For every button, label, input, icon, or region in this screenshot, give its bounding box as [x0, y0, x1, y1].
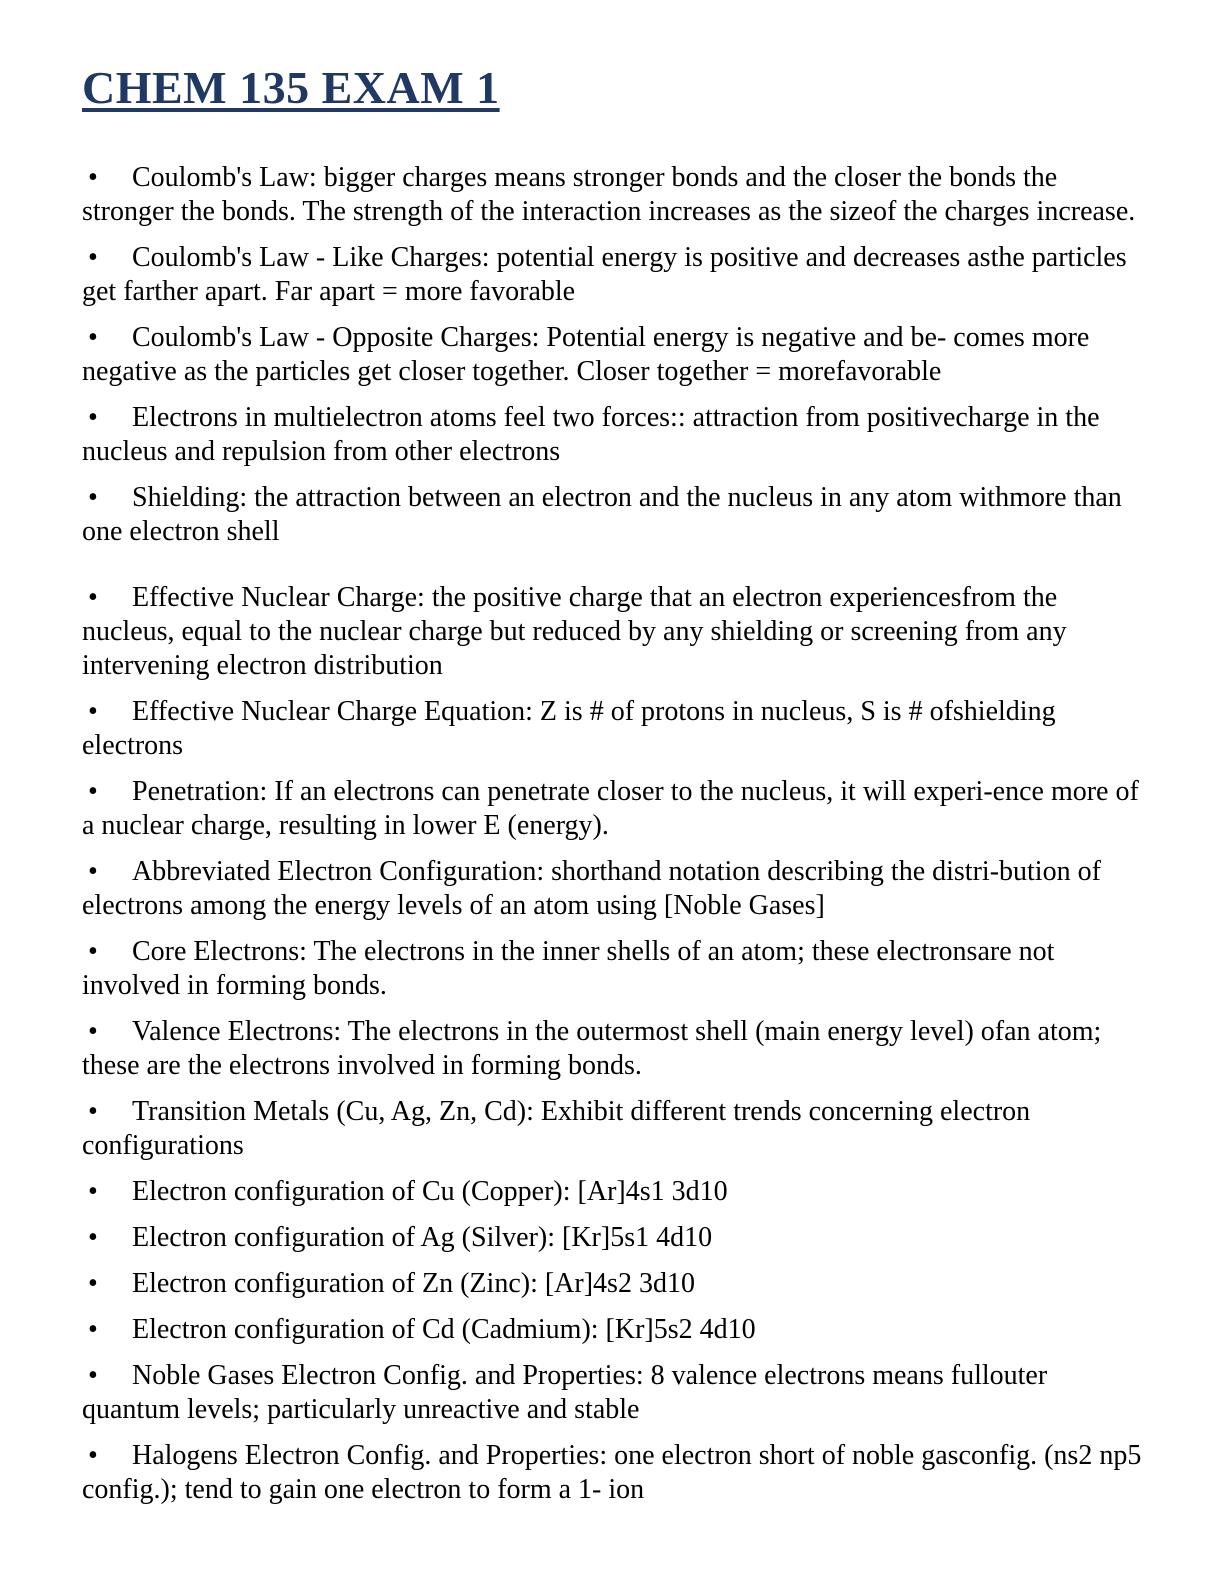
bullet-text: Transition Metals (Cu, Ag, Zn, Cd): Exhibit different trends concerning electron configurations — [82, 1095, 1031, 1161]
bullet-icon: • — [88, 935, 98, 967]
bullet-icon: • — [88, 1175, 98, 1207]
bullet-text: Coulomb's Law - Opposite Charges: Potential energy is negative and be- comes more negative as the particles get closer together. Closer together = morefavorable — [82, 321, 1090, 387]
bullet-text: Effective Nuclear Charge: the positive charge that an electron experiencesfrom the nucleus, equal to the nuclear charge but reduced by any shielding or screening from any intervening electron distribution — [82, 581, 1067, 681]
bullet-icon: • — [88, 161, 98, 193]
bullet-icon: • — [88, 581, 98, 613]
bullet-text: Valence Electrons: The electrons in the outermost shell (main energy level) ofan atom; these are the electrons involved in forming bonds. — [82, 1015, 1102, 1081]
bullet-icon: • — [88, 241, 98, 273]
bullet-icon: • — [88, 1439, 98, 1471]
list-item — [82, 1439, 1142, 1507]
bullet-text: Shielding: the attraction between an electron and the nucleus in any atom withmore than one electron shell — [82, 481, 1122, 547]
list-item — [82, 1267, 1142, 1301]
bullet-icon: • — [88, 1313, 98, 1345]
list-item — [82, 241, 1142, 309]
list-item — [82, 481, 1142, 549]
list-item — [82, 775, 1142, 843]
list-item — [82, 695, 1142, 763]
bullet-icon: • — [88, 321, 98, 353]
list-item — [82, 581, 1142, 683]
bullet-text: Abbreviated Electron Configuration: shorthand notation describing the distri-bution of electrons among the energy levels of an atom using [Noble Gases] — [82, 855, 1101, 921]
bullet-icon: • — [88, 401, 98, 433]
bullet-text: Coulomb's Law: bigger charges means stronger bonds and the closer the bonds the stronger the bonds. The strength of the interaction increases as the sizeof the charges increase. — [82, 161, 1136, 227]
bullet-icon: • — [88, 1095, 98, 1127]
bullet-icon: • — [88, 695, 98, 727]
bullet-text: Noble Gases Electron Config. and Properties: 8 valence electrons means fullouter quantum levels; particularly unreactive and stable — [82, 1359, 1048, 1425]
list-item — [82, 1015, 1142, 1083]
list-item — [82, 321, 1142, 389]
bullet-icon: • — [88, 855, 98, 887]
page-title: CHEM 135 EXAM 1 — [82, 62, 500, 113]
bullet-text: Electron configuration of Ag (Silver): [Kr]5s1 4d10 — [132, 1221, 713, 1253]
bullet-text: Core Electrons: The electrons in the inner shells of an atom; these electronsare not involved in forming bonds. — [82, 935, 1055, 1001]
bullet-text: Electron configuration of Zn (Zinc): [Ar]4s2 3d10 — [132, 1267, 695, 1299]
list-item — [82, 1095, 1142, 1163]
list-item — [82, 161, 1142, 229]
bullet-icon: • — [88, 775, 98, 807]
bullet-list — [82, 161, 1142, 1507]
list-item — [82, 1175, 1142, 1209]
bullet-icon: • — [88, 1015, 98, 1047]
bullet-text: Coulomb's Law - Like Charges: potential energy is positive and decreases asthe particles get farther apart. Far apart = more favorable — [82, 241, 1127, 307]
bullet-text: Electron configuration of Cd (Cadmium): [Kr]5s2 4d10 — [132, 1313, 756, 1345]
bullet-text: Electrons in multielectron atoms feel two forces:: attraction from positivecharge in the nucleus and repulsion from other electrons — [82, 401, 1100, 467]
bullet-text: Electron configuration of Cu (Copper): [Ar]4s1 3d10 — [132, 1175, 728, 1207]
list-item — [82, 1313, 1142, 1347]
list-item — [82, 1221, 1142, 1255]
list-item — [82, 855, 1142, 923]
list-item — [82, 401, 1142, 469]
bullet-text: Penetration: If an electrons can penetrate closer to the nucleus, it will experi-ence more of a nuclear charge, resulting in lower E (energy). — [82, 775, 1139, 841]
bullet-icon: • — [88, 481, 98, 513]
list-item — [82, 1359, 1142, 1427]
bullet-icon: • — [88, 1267, 98, 1299]
bullet-icon: • — [88, 1359, 98, 1391]
bullet-text: Halogens Electron Config. and Properties: one electron short of noble gasconfig. (ns2 np5 config.); tend to gain one electron to form a 1- ion — [82, 1439, 1142, 1505]
list-item — [82, 935, 1142, 1003]
bullet-icon: • — [88, 1221, 98, 1253]
bullet-text: Effective Nuclear Charge Equation: Z is # of protons in nucleus, S is # ofshielding electrons — [82, 695, 1056, 761]
